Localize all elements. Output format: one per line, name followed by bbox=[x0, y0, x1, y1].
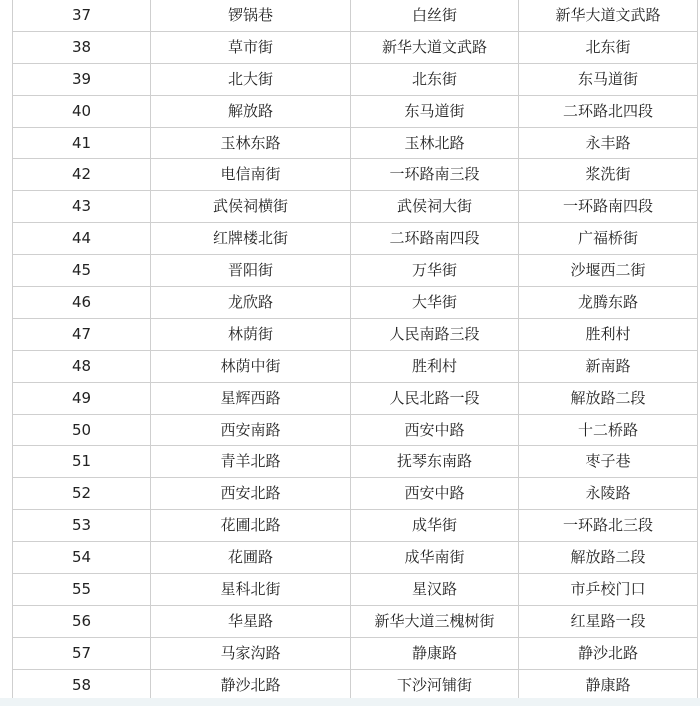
end-point-cell: 永陵路 bbox=[519, 478, 698, 510]
road-name-cell: 电信南街 bbox=[151, 159, 351, 191]
road-name-cell: 西安南路 bbox=[151, 414, 351, 446]
end-point-cell: 解放路二段 bbox=[519, 382, 698, 414]
table-row bbox=[13, 637, 698, 669]
start-point-cell: 新华大道三槐树街 bbox=[351, 605, 519, 637]
start-point-cell: 东马道街 bbox=[351, 95, 519, 127]
row-number-cell: 54 bbox=[13, 542, 151, 574]
row-number-cell: 38 bbox=[13, 31, 151, 63]
end-point-cell: 新南路 bbox=[519, 350, 698, 382]
road-name-cell: 解放路 bbox=[151, 95, 351, 127]
start-point-cell: 静康路 bbox=[351, 637, 519, 669]
road-name-cell: 星辉西路 bbox=[151, 382, 351, 414]
start-point-cell: 星汉路 bbox=[351, 574, 519, 606]
end-point-cell: 静沙北路 bbox=[519, 637, 698, 669]
end-point-cell: 解放路二段 bbox=[519, 542, 698, 574]
table-row bbox=[13, 127, 698, 159]
table-row bbox=[13, 382, 698, 414]
start-point-cell: 万华街 bbox=[351, 255, 519, 287]
road-name-cell: 北大街 bbox=[151, 63, 351, 95]
road-name-cell: 草市街 bbox=[151, 31, 351, 63]
row-number-cell: 51 bbox=[13, 446, 151, 478]
table-row bbox=[13, 0, 698, 31]
start-point-cell: 西安中路 bbox=[351, 414, 519, 446]
row-number-cell: 53 bbox=[13, 510, 151, 542]
row-number-cell: 41 bbox=[13, 127, 151, 159]
start-point-cell: 大华街 bbox=[351, 287, 519, 319]
end-point-cell: 静康路 bbox=[519, 669, 698, 701]
road-table bbox=[12, 0, 698, 702]
end-point-cell: 枣子巷 bbox=[519, 446, 698, 478]
row-number-cell: 42 bbox=[13, 159, 151, 191]
row-number-cell: 58 bbox=[13, 669, 151, 701]
table-row bbox=[13, 31, 698, 63]
road-name-cell: 锣锅巷 bbox=[151, 0, 351, 31]
road-table-container bbox=[12, 0, 697, 702]
start-point-cell: 人民南路三段 bbox=[351, 318, 519, 350]
start-point-cell: 人民北路一段 bbox=[351, 382, 519, 414]
table-row bbox=[13, 191, 698, 223]
end-point-cell: 东马道街 bbox=[519, 63, 698, 95]
start-point-cell: 二环路南四段 bbox=[351, 223, 519, 255]
table-row bbox=[13, 350, 698, 382]
start-point-cell: 一环路南三段 bbox=[351, 159, 519, 191]
row-number-cell: 40 bbox=[13, 95, 151, 127]
row-number-cell: 52 bbox=[13, 478, 151, 510]
start-point-cell: 西安中路 bbox=[351, 478, 519, 510]
end-point-cell: 一环路北三段 bbox=[519, 510, 698, 542]
end-point-cell: 市乒校门口 bbox=[519, 574, 698, 606]
end-point-cell: 一环路南四段 bbox=[519, 191, 698, 223]
row-number-cell: 39 bbox=[13, 63, 151, 95]
start-point-cell: 胜利村 bbox=[351, 350, 519, 382]
end-point-cell: 浆洗街 bbox=[519, 159, 698, 191]
road-name-cell: 华星路 bbox=[151, 605, 351, 637]
table-row bbox=[13, 574, 698, 606]
road-name-cell: 林荫中街 bbox=[151, 350, 351, 382]
end-point-cell: 胜利村 bbox=[519, 318, 698, 350]
start-point-cell: 成华街 bbox=[351, 510, 519, 542]
row-number-cell: 47 bbox=[13, 318, 151, 350]
row-number-cell: 55 bbox=[13, 574, 151, 606]
table-row bbox=[13, 95, 698, 127]
start-point-cell: 抚琴东南路 bbox=[351, 446, 519, 478]
row-number-cell: 45 bbox=[13, 255, 151, 287]
table-row bbox=[13, 446, 698, 478]
start-point-cell: 下沙河铺街 bbox=[351, 669, 519, 701]
road-name-cell: 青羊北路 bbox=[151, 446, 351, 478]
road-name-cell: 星科北街 bbox=[151, 574, 351, 606]
table-row bbox=[13, 287, 698, 319]
start-point-cell: 成华南街 bbox=[351, 542, 519, 574]
start-point-cell: 玉林北路 bbox=[351, 127, 519, 159]
end-point-cell: 红星路一段 bbox=[519, 605, 698, 637]
row-number-cell: 49 bbox=[13, 382, 151, 414]
end-point-cell: 沙堰西二街 bbox=[519, 255, 698, 287]
row-number-cell: 56 bbox=[13, 605, 151, 637]
table-row bbox=[13, 510, 698, 542]
end-point-cell: 龙腾东路 bbox=[519, 287, 698, 319]
row-number-cell: 46 bbox=[13, 287, 151, 319]
end-point-cell: 北东街 bbox=[519, 31, 698, 63]
start-point-cell: 新华大道文武路 bbox=[351, 31, 519, 63]
road-name-cell: 林荫街 bbox=[151, 318, 351, 350]
road-name-cell: 红牌楼北街 bbox=[151, 223, 351, 255]
row-number-cell: 50 bbox=[13, 414, 151, 446]
road-name-cell: 西安北路 bbox=[151, 478, 351, 510]
road-name-cell: 武侯祠横街 bbox=[151, 191, 351, 223]
bottom-band bbox=[0, 698, 700, 706]
road-name-cell: 静沙北路 bbox=[151, 669, 351, 701]
table-row bbox=[13, 63, 698, 95]
row-number-cell: 37 bbox=[13, 0, 151, 31]
end-point-cell: 永丰路 bbox=[519, 127, 698, 159]
row-number-cell: 43 bbox=[13, 191, 151, 223]
table-row bbox=[13, 542, 698, 574]
row-number-cell: 48 bbox=[13, 350, 151, 382]
start-point-cell: 武侯祠大街 bbox=[351, 191, 519, 223]
road-name-cell: 花圃北路 bbox=[151, 510, 351, 542]
table-row bbox=[13, 414, 698, 446]
row-number-cell: 57 bbox=[13, 637, 151, 669]
road-name-cell: 龙欣路 bbox=[151, 287, 351, 319]
table-row bbox=[13, 478, 698, 510]
end-point-cell: 十二桥路 bbox=[519, 414, 698, 446]
road-name-cell: 马家沟路 bbox=[151, 637, 351, 669]
table-row bbox=[13, 318, 698, 350]
end-point-cell: 二环路北四段 bbox=[519, 95, 698, 127]
table-row bbox=[13, 159, 698, 191]
start-point-cell: 白丝街 bbox=[351, 0, 519, 31]
table-row bbox=[13, 605, 698, 637]
table-row bbox=[13, 669, 698, 701]
row-number-cell: 44 bbox=[13, 223, 151, 255]
road-name-cell: 晋阳街 bbox=[151, 255, 351, 287]
end-point-cell: 广福桥街 bbox=[519, 223, 698, 255]
road-name-cell: 玉林东路 bbox=[151, 127, 351, 159]
table-row bbox=[13, 223, 698, 255]
table-row bbox=[13, 255, 698, 287]
road-name-cell: 花圃路 bbox=[151, 542, 351, 574]
road-table-body bbox=[13, 0, 698, 701]
end-point-cell: 新华大道文武路 bbox=[519, 0, 698, 31]
start-point-cell: 北东街 bbox=[351, 63, 519, 95]
